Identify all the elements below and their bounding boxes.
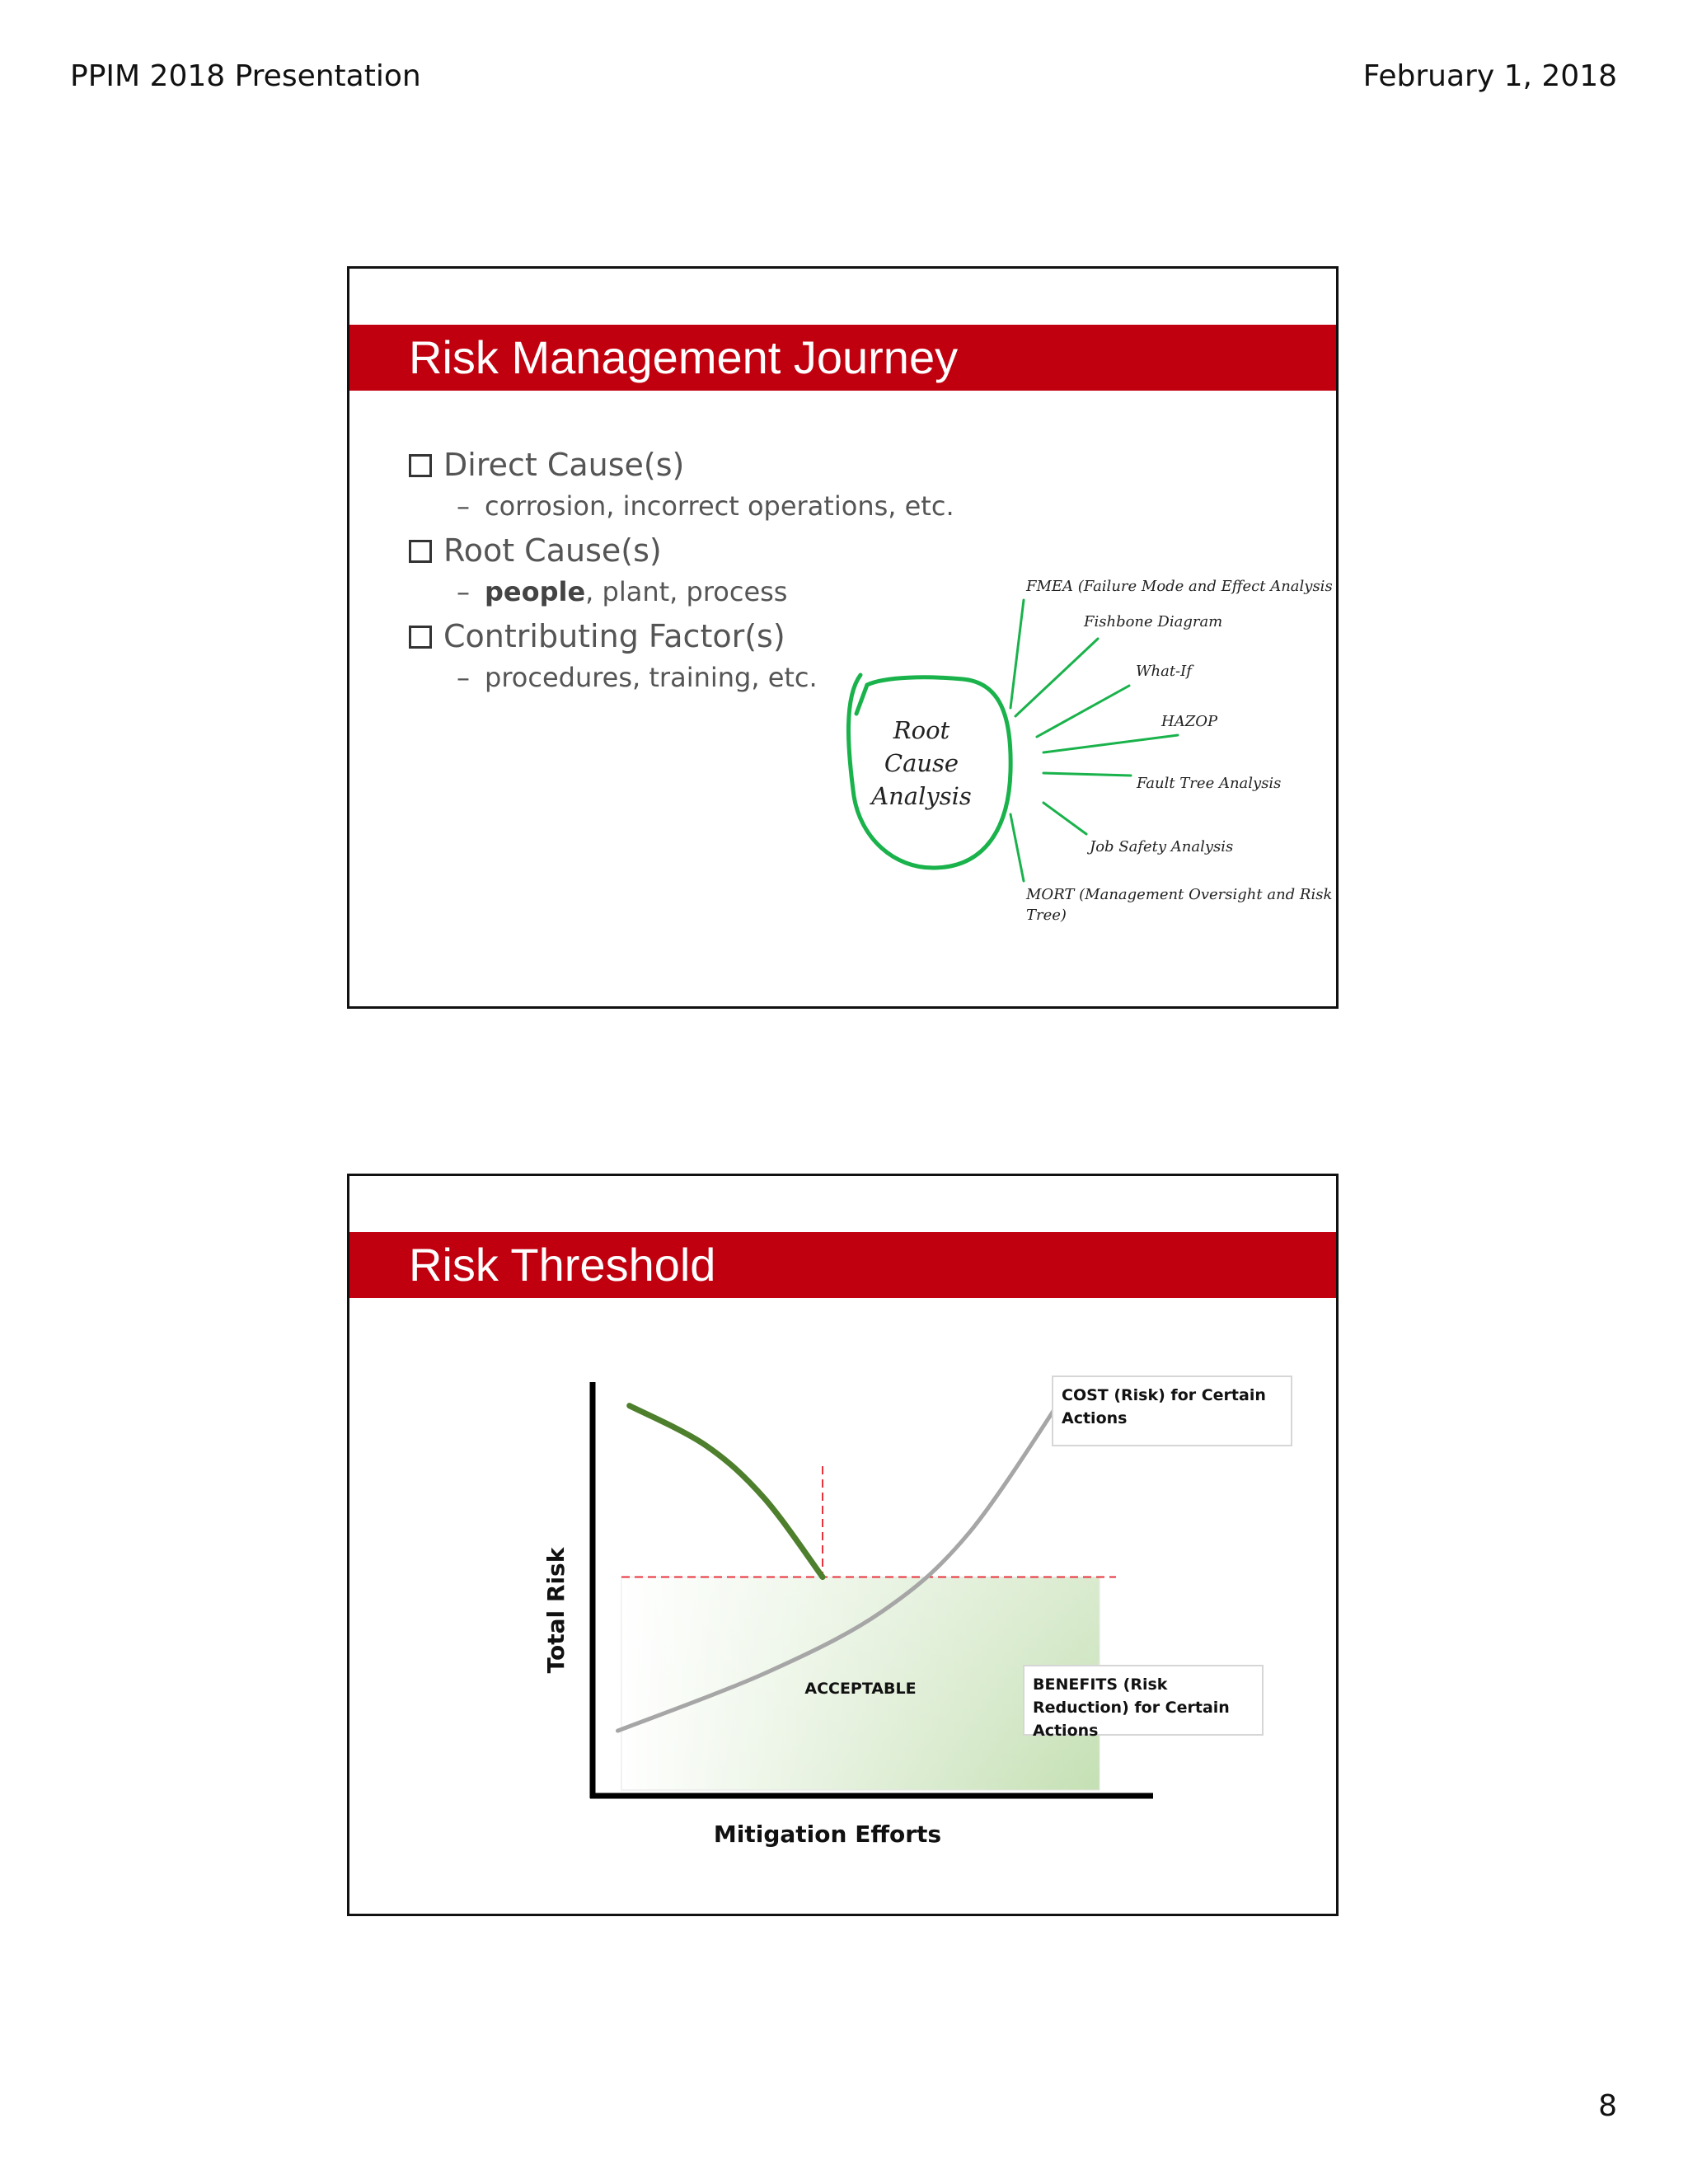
header-date: February 1, 2018 (1362, 59, 1617, 93)
bullet-item (409, 445, 954, 485)
sub-bullet-bold: people (485, 576, 586, 607)
rca-method-fmea: FMEA (Failure Mode and Effect Analysis (1026, 578, 1333, 595)
checkbox-bullet-icon (409, 626, 432, 649)
rca-spoke-fmea (1010, 600, 1024, 708)
rca-center-line-2: Cause (884, 749, 959, 777)
sub-bullet-text: , plant, process (585, 576, 788, 607)
cost-annotation: COST (Risk) for Certain Actions (1052, 1376, 1292, 1446)
rca-method-fishbone: Fishbone Diagram (1084, 613, 1223, 630)
sub-bullet-text: corrosion, incorrect operations, etc. (485, 490, 954, 522)
sub-bullet: – corrosion, incorrect operations, etc. (457, 490, 954, 522)
checkbox-bullet-icon (409, 540, 432, 563)
benefits-curve (630, 1406, 823, 1577)
rca-center-line-3: Analysis (871, 782, 972, 810)
slide-title: Risk Management Journey (349, 325, 1336, 391)
sub-bullet-text: procedures, training, etc. (485, 662, 818, 693)
benefits-annotation: BENEFITS (Risk Reduction) for Certain Actions (1023, 1665, 1264, 1736)
risk-threshold-chart (349, 1176, 1339, 1916)
sub-bullet: – people, plant, process (457, 576, 788, 607)
rca-method-mort-line-1: MORT (Management Oversight and Risk (1026, 886, 1333, 903)
y-axis-label: Total Risk (542, 1547, 570, 1674)
rca-spoke-hazop (1043, 735, 1178, 752)
slide-risk-management-journey (347, 266, 1339, 1009)
rca-method-whatif: What-If (1136, 663, 1192, 680)
bullet-label: Direct Cause(s) (443, 447, 685, 483)
slide-title: Risk Threshold (349, 1232, 1336, 1298)
page-number: 8 (1598, 2089, 1617, 2123)
x-axis-label: Mitigation Efforts (713, 1821, 942, 1848)
bullet-list (409, 442, 954, 699)
slide-risk-threshold (347, 1174, 1339, 1916)
rca-method-hazop: HAZOP (1161, 713, 1218, 730)
rca-method-job-safety: Job Safety Analysis (1090, 838, 1234, 855)
rca-center-line-1: Root (893, 716, 950, 744)
rca-method-mort-line-2: Tree) (1026, 907, 1067, 924)
sub-bullet: – procedures, training, etc. (457, 662, 818, 693)
bullet-item (409, 616, 954, 656)
rca-method-fault-tree: Fault Tree Analysis (1137, 775, 1282, 792)
rca-spoke-mort (1010, 814, 1024, 881)
rca-spoke-fishbone (1015, 639, 1098, 716)
rca-circle (848, 675, 1010, 868)
acceptable-region-label: ACCEPTABLE (804, 1680, 917, 1698)
checkbox-bullet-icon (409, 454, 432, 477)
bullet-label: Contributing Factor(s) (443, 618, 785, 654)
rca-spoke-job-safety (1043, 803, 1086, 834)
bullet-label: Root Cause(s) (443, 532, 662, 569)
rca-spoke-whatif (1037, 686, 1129, 737)
bullet-item (409, 531, 954, 570)
rca-spoke-fault-tree (1043, 773, 1131, 776)
header-title: PPIM 2018 Presentation (70, 59, 421, 93)
